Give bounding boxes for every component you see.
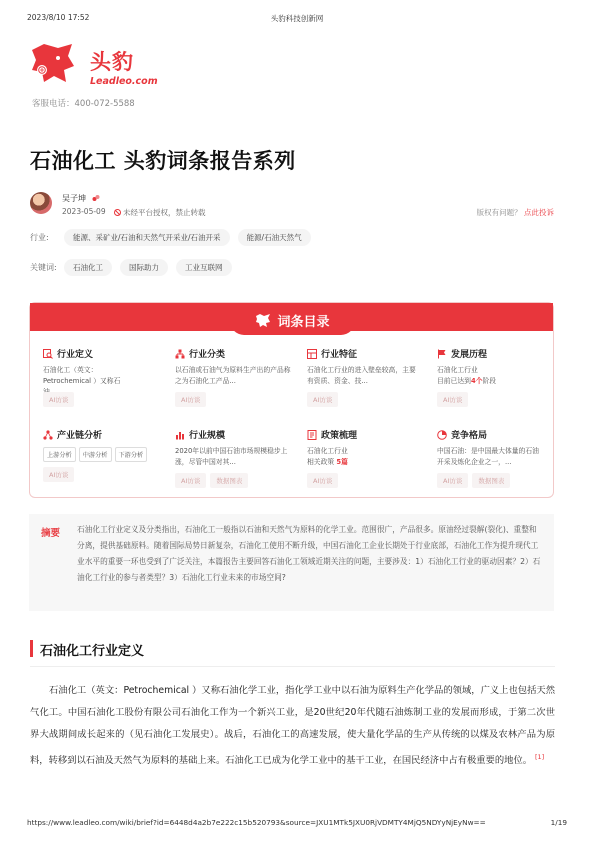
leopard-logo-icon[interactable] [28, 40, 76, 86]
section-title: 石油化工行业定义 [40, 644, 145, 659]
customer-hotline: 客服电话：400-072-5588 [32, 99, 135, 109]
catalog-item-title: 行业规模 [189, 431, 226, 441]
section-divider [30, 666, 555, 667]
author-name[interactable]: 吴子坤 [62, 194, 86, 203]
catalog-item-desc: 2020年以前中国石油市场规模稳步上涨，尽管中国对其... [175, 447, 288, 466]
copyright-question: 版权有问题？ [476, 208, 522, 217]
page-title: 石油化工 头豹词条报告系列 [30, 149, 296, 173]
print-footer [27, 818, 567, 827]
prohibited-icon [114, 209, 121, 216]
data-chart-button[interactable]: 数据图表 [472, 473, 510, 488]
catalog-item-desc: 石油化工行业的进入壁垒较高，主要有资质、资金、技... [307, 366, 416, 385]
industry-tag[interactable]: 能源/石油天然气 [238, 229, 311, 246]
page-number: 1/19 [550, 818, 567, 827]
catalog-item-policy[interactable] [307, 428, 425, 488]
industry-tag[interactable]: 能源、采矿业/石油和天然气开采业/石油开采 [64, 229, 230, 246]
catalog-title-pill [230, 305, 355, 335]
catalog-title: 词条目录 [277, 314, 330, 330]
reference-mark[interactable]: [1] [535, 753, 545, 761]
catalog-item-title: 行业特征 [321, 350, 358, 360]
publish-date: 2023-05-09 [62, 207, 106, 216]
chain-tags [43, 447, 161, 462]
reprint-notice-text: 未经平台授权，禁止转载 [123, 208, 206, 217]
history-desc-mid: 目前已达到 [437, 377, 471, 385]
industry-label: 行业: [30, 233, 49, 242]
history-desc-prefix: 石油化工行业 [437, 366, 478, 374]
keyword-tag[interactable]: 石油化工 [64, 259, 112, 276]
catalog-item-chain[interactable] [43, 428, 161, 482]
catalog-item-title: 行业分类 [189, 350, 226, 360]
catalog-item-features[interactable] [307, 347, 425, 407]
keyword-tag[interactable]: 国际助力 [120, 259, 168, 276]
copyright-box [477, 207, 554, 218]
section-accent-bar [30, 640, 33, 657]
catalog-item-desc: 中国石油：是中国最大体量的石油开采及炼化企业之一，... [437, 447, 539, 466]
author-avatar[interactable] [30, 192, 52, 214]
ai-interview-button[interactable]: AI访谈 [437, 473, 468, 488]
reprint-notice [114, 207, 206, 218]
leopard-mini-icon [255, 313, 271, 327]
abstract-label: 摘要 [41, 528, 61, 539]
catalog-item-definition[interactable] [43, 347, 161, 407]
ai-interview-button[interactable]: AI访谈 [43, 392, 74, 407]
catalog-item-desc [307, 446, 425, 468]
policy-desc-prefix: 石油化工行业 [307, 447, 348, 455]
policy-desc-mid: 相关政策 [307, 458, 335, 466]
ai-interview-button[interactable]: AI访谈 [437, 392, 468, 407]
catalog-item-scale[interactable] [175, 428, 293, 488]
catalog-item-classification[interactable] [175, 347, 293, 407]
ai-interview-button[interactable]: AI访谈 [175, 392, 206, 407]
flag-icon [437, 349, 447, 359]
search-doc-icon [43, 349, 53, 359]
abstract-box [29, 514, 554, 611]
report-link[interactable]: 点此投诉 [524, 208, 554, 217]
print-datetime: 2023/8/10 17:52 [27, 13, 90, 22]
abstract-text: 石油化工行业定义及分类指出，石油化工一般指以石油和天然气为原料的化学工业。范围很广，产品很多。原油经过裂解(裂化)、重整和分离，提供基础原料。随着国际局势日新复杂，石油化工使用不断升级，中国石油化工企业长期处于行业底部，石油化工作为提升现代工业水平的重要一环也受到了广泛关注，本篇报告主要回答石油化工领域近期关注的问题，主要涉及：1）石油化工行业的驱动因素？2）石油化工行业的参与者类型？3）石油化工行业未来的市场空间? [77, 525, 541, 582]
brand-name: 头豹 [90, 50, 134, 74]
catalog-item-title: 发展历程 [451, 350, 488, 360]
policy-icon [307, 430, 317, 440]
author-row [62, 193, 100, 204]
catalog-panel [29, 302, 554, 498]
policy-count: 5篇 [336, 458, 348, 466]
catalog-item-title: 政策梳理 [321, 431, 358, 441]
bar-chart-icon [175, 430, 185, 440]
data-chart-button[interactable]: 数据图表 [210, 473, 248, 488]
hierarchy-icon [175, 349, 185, 359]
catalog-item-title: 产业链分析 [57, 431, 103, 441]
catalog-item-title: 行业定义 [57, 350, 94, 360]
ai-interview-button[interactable]: AI访谈 [43, 467, 74, 482]
ai-interview-button[interactable]: AI访谈 [307, 392, 338, 407]
history-stage-count: 4个 [470, 377, 483, 385]
pie-icon [437, 430, 447, 440]
catalog-item-desc: 以石油或石油气为原料生产出的产品称之为石油化工产品... [175, 366, 291, 385]
keyword-tag[interactable]: 工业互联网 [176, 259, 232, 276]
catalog-item-history[interactable] [437, 347, 555, 407]
upstream-tag[interactable]: 上游分析 [43, 447, 76, 462]
keyword-label: 关键词: [30, 263, 57, 272]
catalog-item-competition[interactable] [437, 428, 555, 488]
ai-interview-button[interactable]: AI访谈 [175, 473, 206, 488]
history-desc-suffix: 阶段 [482, 377, 497, 385]
section-body [30, 680, 555, 772]
chain-icon [43, 430, 53, 440]
catalog-item-title: 竞争格局 [451, 431, 488, 441]
print-site-name: 头豹科技创新网 [270, 14, 324, 23]
section-body-text: 石油化工（英文：Petrochemical ）又称石油化学工业，指化学工业中以石油为原料生产化学品的领域，广义上也包括天然气化工。中国石油化工股份有限公司石油化工作为一个新兴工业，是20世纪20年代随石油炼制工业的发展而形成，于第二次世界大战期间成长起来的（见石油化工发展史）。战后，石油化工的高速发展，使大量化学品的生产从传统的以煤及农林产品为原料，转移到以石油及天然气为原料的基础上来。石油化工已成为化学工业中的基干工业，在国民经济中占有极重要的地位。 [30, 685, 555, 767]
print-header [27, 13, 567, 25]
downstream-tag[interactable]: 下游分析 [115, 447, 148, 462]
keyword-row [30, 259, 240, 276]
grid-icon [307, 349, 317, 359]
print-url: https://www.leadleo.com/wiki/brief?id=6448d4a2b7e222c15b520793&source=JXU1MTk5JXU0RjVDMTY4MjQ5NDYyNjEyNw== [27, 818, 486, 827]
ai-interview-button[interactable]: AI访谈 [307, 473, 338, 488]
brand-domain: Leadleo.com [90, 76, 158, 87]
catalog-item-desc: 石油化工（英文：Petrochemical ）又称石 [43, 366, 121, 385]
industry-row [30, 229, 319, 246]
author-badge-icon [92, 194, 100, 202]
catalog-item-desc [437, 365, 555, 387]
midstream-tag[interactable]: 中游分析 [79, 447, 112, 462]
